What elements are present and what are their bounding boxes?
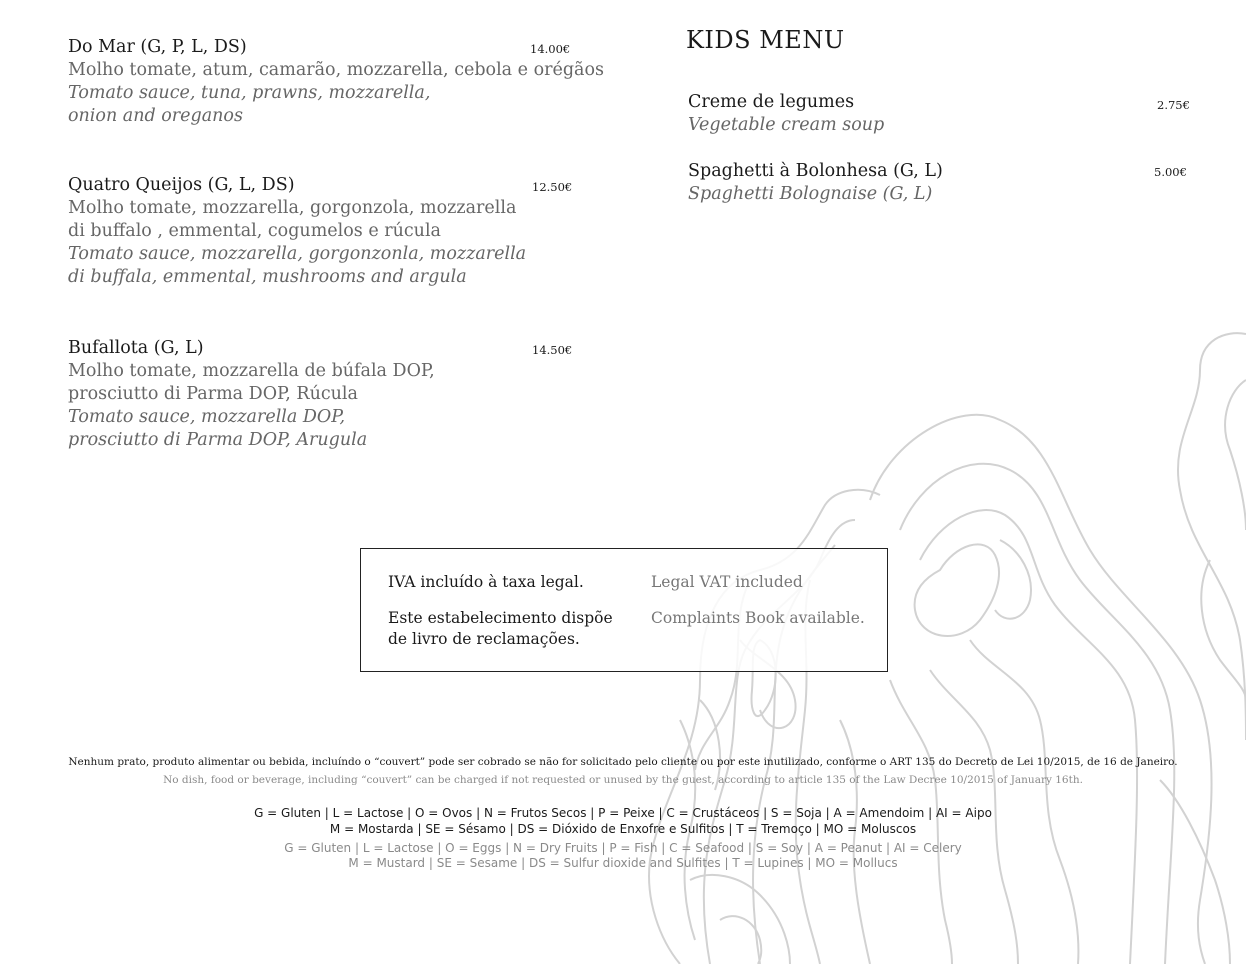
vat-notice-en: Legal VAT included xyxy=(651,573,803,591)
complaints-notice-en: Complaints Book available. xyxy=(651,609,865,627)
kids-menu-title: KIDS MENU xyxy=(686,26,845,54)
dish-description-pt: Molho tomate, mozzarella, gorgonzola, mozzarella di buffalo , emmental, cogumelos e rúcula xyxy=(68,198,517,241)
allergen-legend-en-line-1: G = Gluten | L = Lactose | O = Eggs | N = Dry Fruits | P = Fish | C = Seafood | S = Soy | A = Peanut | AI = Celery xyxy=(284,841,962,855)
dish-name: Spaghetti à Bolonhesa (G, L) xyxy=(688,161,943,181)
dish-bufallota xyxy=(68,337,435,452)
dish-price: 12.50€ xyxy=(532,180,573,194)
info-box xyxy=(360,548,888,672)
allergen-legend-pt-line-2: M = Mostarda | SE = Sésamo | DS = Dióxido de Enxofre e Sulfitos | T = Tremoço | MO = Moluscos xyxy=(329,822,917,836)
legal-notice-en: No dish, food or beverage, including “couvert” can be charged if not requested or unused by the guest, according to article 135 of the Law Decree 10/2015 of January 16th. xyxy=(163,774,1083,786)
dish-do-mar xyxy=(68,36,604,128)
allergen-legend-en-line-2: M = Mustard | SE = Sesame | DS = Sulfur dioxide and Sulfites | T = Lupines | MO = Mollucs xyxy=(348,856,898,870)
dish-name: Quatro Queijos (G, L, DS) xyxy=(68,175,295,195)
dish-price: 2.75€ xyxy=(1157,98,1190,112)
dish-description-en: Tomato sauce, tuna, prawns, mozzarella, onion and oreganos xyxy=(68,83,431,126)
kids-item-spaghetti xyxy=(688,160,943,206)
vat-notice-pt: IVA incluído à taxa legal. xyxy=(388,573,584,591)
allergen-legend-pt-line-1: G = Gluten | L = Lactose | O = Ovos | N = Frutos Secos | P = Peixe | C = Crustáceos | S = Soja | A = Amendoim | AI = Aipo xyxy=(254,806,992,820)
dish-description-en: Tomato sauce, mozzarella DOP, prosciutto di Parma DOP, Arugula xyxy=(68,407,368,450)
dish-name: Bufallota (G, L) xyxy=(68,338,204,358)
dish-price: 14.00€ xyxy=(530,42,571,56)
complaints-notice-pt: Este estabelecimento dispõe de livro de reclamações. xyxy=(388,609,613,648)
dish-description-en: Vegetable cream soup xyxy=(688,115,885,135)
dish-quatro-queijos xyxy=(68,174,526,289)
dish-price: 14.50€ xyxy=(532,343,573,357)
dish-name: Creme de legumes xyxy=(688,92,855,112)
legal-notice-pt: Nenhum prato, produto alimentar ou bebida, incluíndo o “couvert” pode ser cobrado se não for solicitado pelo cliente ou por este inutilizado, conforme o ART 135 do Decreto de Lei 10/2015, de 16 de Janeiro. xyxy=(68,756,1178,768)
dish-description-en: Tomato sauce, mozzarella, gorgonzonla, mozzarella di buffala, emmental, mushrooms and argula xyxy=(68,244,527,287)
dish-description-pt: Molho tomate, mozzarella de búfala DOP, prosciutto di Parma DOP, Rúcula xyxy=(68,361,435,404)
dish-price: 5.00€ xyxy=(1154,165,1187,179)
dish-description-pt: Molho tomate, atum, camarão, mozzarella, cebola e orégãos xyxy=(68,60,605,80)
dish-name: Do Mar (G, P, L, DS) xyxy=(68,37,247,57)
kids-item-creme-de-legumes xyxy=(688,91,884,137)
dish-description-en: Spaghetti Bolognaise (G, L) xyxy=(688,184,933,204)
